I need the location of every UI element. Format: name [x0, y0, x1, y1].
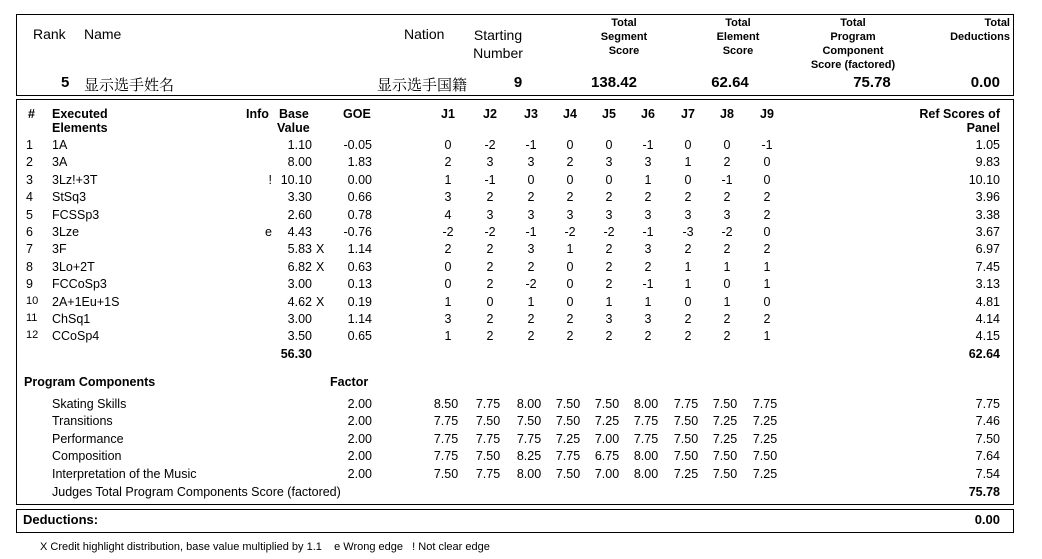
- element-judge-score: 2: [684, 242, 692, 257]
- element-base: 6.82: [287, 259, 312, 274]
- element-judge-score: 1: [444, 294, 452, 309]
- element-judge-score: 3: [566, 207, 574, 222]
- component-judge-score: 7.50: [673, 431, 699, 446]
- component-judge-score: 7.25: [752, 431, 778, 446]
- element-name: 3A: [52, 155, 68, 170]
- component-judge-score: 7.00: [594, 466, 620, 481]
- element-judge-score: -2: [525, 277, 537, 292]
- component-judge-score: 7.25: [712, 414, 738, 429]
- component-judge-score: 7.50: [555, 397, 581, 411]
- element-judge-score: 2: [486, 312, 494, 326]
- element-judge-score: 0: [566, 138, 574, 152]
- element-judge-score: -1: [525, 225, 537, 239]
- element-judge-score: 1: [763, 277, 771, 292]
- element-judge-score: 2: [644, 329, 652, 344]
- total-element-score: 62.64: [711, 74, 749, 91]
- col-judge: J3: [524, 107, 538, 121]
- component-judge-score: 7.50: [555, 414, 581, 429]
- total-element-label: Total Element Score: [716, 17, 760, 57]
- col-judge: J8: [720, 107, 734, 121]
- element-panel-score: 10.10: [968, 172, 1000, 187]
- element-judge-score: 1: [444, 329, 452, 344]
- element-judge-score: 3: [605, 155, 613, 170]
- element-judge-score: 0: [527, 172, 535, 187]
- component-judge-score: 7.75: [752, 397, 778, 411]
- component-panel-score: 7.50: [975, 431, 1000, 446]
- element-num: 1: [26, 138, 33, 152]
- rank-label: Rank: [33, 26, 66, 42]
- element-judge-score: -2: [721, 225, 733, 239]
- component-judge-score: 8.00: [633, 466, 659, 481]
- component-factor: 2.00: [347, 414, 372, 429]
- element-judge-score: 3: [527, 155, 535, 170]
- element-judge-score: -1: [761, 138, 773, 152]
- element-judge-score: 0: [684, 172, 692, 187]
- skater-nation: 显示选手国籍: [377, 77, 468, 94]
- element-goe: 0.66: [347, 190, 372, 205]
- element-name: 3Lo+2T: [52, 259, 95, 274]
- col-judge: J4: [563, 107, 577, 121]
- element-judge-score: -3: [682, 225, 694, 239]
- component-judge-score: 7.50: [433, 466, 459, 481]
- element-goe: 1.83: [347, 155, 372, 170]
- component-judge-score: 7.75: [475, 397, 501, 411]
- component-judge-score: 7.75: [475, 466, 501, 481]
- element-judge-score: 3: [444, 312, 452, 326]
- component-judge-score: 7.50: [712, 466, 738, 481]
- element-judge-score: 2: [566, 329, 574, 344]
- element-judge-score: 3: [486, 155, 494, 170]
- element-base: 2.60: [287, 207, 312, 222]
- element-judge-score: 2: [444, 242, 452, 257]
- component-judge-score: 7.25: [555, 431, 581, 446]
- element-judge-score: 0: [444, 277, 452, 292]
- element-x-flag: X: [316, 259, 325, 274]
- element-judge-score: -2: [484, 138, 496, 152]
- nation-label: Nation: [404, 26, 445, 42]
- element-judge-score: 2: [605, 190, 613, 205]
- element-judge-score: 2: [605, 277, 613, 292]
- element-judge-score: 2: [763, 242, 771, 257]
- element-judge-score: 0: [763, 294, 771, 309]
- component-judge-score: 7.50: [673, 414, 699, 429]
- element-num: 6: [26, 225, 33, 239]
- col-judge: J5: [602, 107, 616, 121]
- element-judge-score: 3: [644, 207, 652, 222]
- total-segment-label: Total Segment Score: [600, 17, 648, 57]
- component-judge-score: 7.00: [594, 431, 620, 446]
- element-num: 7: [26, 242, 33, 257]
- component-judge-score: 8.50: [433, 397, 459, 411]
- element-goe: 1.14: [347, 242, 372, 257]
- col-info: Info: [246, 107, 269, 121]
- component-name: Performance: [52, 431, 124, 446]
- element-judge-score: -2: [564, 225, 576, 239]
- element-judge-score: 2: [605, 242, 613, 257]
- element-num: 8: [26, 259, 33, 274]
- element-judge-score: -2: [484, 225, 496, 239]
- element-judge-score: 2: [566, 312, 574, 326]
- element-judge-score: 0: [566, 172, 574, 187]
- col-judge: J1: [441, 107, 455, 121]
- element-judge-score: 0: [763, 225, 771, 239]
- element-base: 8.00: [287, 155, 312, 170]
- element-judge-score: -1: [484, 172, 496, 187]
- element-judge-score: 2: [527, 329, 535, 344]
- component-factor: 2.00: [347, 449, 372, 464]
- element-goe: -0.05: [343, 138, 372, 152]
- element-judge-score: 2: [566, 155, 574, 170]
- element-goe: 0.63: [347, 259, 372, 274]
- element-base: 5.83: [287, 242, 312, 257]
- element-judge-score: 0: [684, 294, 692, 309]
- total-deductions-label: Total Deductions: [950, 17, 1010, 43]
- element-name: CCoSp4: [52, 329, 100, 344]
- element-name: StSq3: [52, 190, 87, 205]
- element-judge-score: 0: [763, 172, 771, 187]
- skater-name: 显示选手姓名: [84, 77, 175, 94]
- component-panel-score: 7.64: [975, 449, 1000, 464]
- component-judge-score: 7.50: [712, 449, 738, 464]
- element-x-flag: X: [316, 294, 325, 309]
- element-panel-score: 6.97: [975, 242, 1000, 257]
- element-judge-score: 1: [723, 259, 731, 274]
- component-judge-score: 7.75: [433, 449, 459, 464]
- component-judge-score: 8.00: [633, 397, 659, 411]
- element-panel-score: 3.13: [975, 277, 1000, 292]
- element-judge-score: -1: [721, 172, 733, 187]
- element-base: 3.00: [287, 312, 312, 326]
- name-label: Name: [84, 26, 122, 42]
- element-panel-score: 3.96: [975, 190, 1000, 205]
- element-num: 12: [26, 329, 39, 342]
- total-segment-score: 138.42: [591, 74, 637, 91]
- element-goe: 1.14: [347, 312, 372, 326]
- element-judge-score: 2: [684, 329, 692, 344]
- element-x-flag: X: [316, 242, 325, 257]
- element-judge-score: 0: [444, 138, 452, 152]
- component-judge-score: 7.75: [633, 431, 659, 446]
- component-judge-score: 7.75: [433, 414, 459, 429]
- component-judge-score: 7.50: [712, 397, 738, 411]
- element-judge-score: 2: [723, 329, 731, 344]
- element-judge-score: 1: [644, 294, 652, 309]
- element-judge-score: -2: [442, 225, 454, 239]
- element-num: 4: [26, 190, 33, 205]
- element-judge-score: 2: [605, 259, 613, 274]
- element-judge-score: 1: [763, 259, 771, 274]
- element-judge-score: 0: [684, 138, 692, 152]
- col-executed: Executed: [52, 107, 108, 121]
- element-name: FCCoSp3: [52, 277, 107, 292]
- col-base: Base: [279, 107, 309, 121]
- element-num: 9: [26, 277, 33, 292]
- element-num: 3: [26, 172, 33, 187]
- element-judge-score: 2: [486, 277, 494, 292]
- element-judge-score: 3: [444, 190, 452, 205]
- element-judge-score: 1: [566, 242, 574, 257]
- element-judge-score: 3: [684, 207, 692, 222]
- element-judge-score: 2: [763, 207, 771, 222]
- element-judge-score: 2: [723, 242, 731, 257]
- element-judge-score: 0: [605, 138, 613, 152]
- element-judge-score: 0: [486, 294, 494, 309]
- component-judge-score: 7.50: [475, 449, 501, 464]
- component-judge-score: 7.50: [475, 414, 501, 429]
- element-judge-score: -1: [642, 225, 654, 239]
- element-judge-score: -1: [642, 277, 654, 292]
- element-judge-score: 3: [486, 207, 494, 222]
- element-judge-score: 3: [527, 242, 535, 257]
- element-judge-score: 2: [527, 259, 535, 274]
- element-judge-score: 0: [444, 259, 452, 274]
- component-judge-score: 7.50: [673, 449, 699, 464]
- element-judge-score: 0: [723, 138, 731, 152]
- element-goe: 0.00: [347, 172, 372, 187]
- element-num: 5: [26, 207, 33, 222]
- element-judge-score: 2: [486, 242, 494, 257]
- element-judge-score: 2: [527, 190, 535, 205]
- pcs-total-label: Judges Total Program Components Score (factored): [52, 485, 341, 499]
- element-base: 3.30: [287, 190, 312, 205]
- component-judge-score: 8.00: [516, 466, 542, 481]
- element-judge-score: 2: [684, 312, 692, 326]
- element-goe: 0.78: [347, 207, 372, 222]
- col-ref-2: Panel: [966, 121, 1000, 135]
- component-judge-score: 7.25: [673, 466, 699, 481]
- element-panel-score: 4.15: [975, 329, 1000, 344]
- components-title: Program Components: [24, 375, 156, 389]
- component-judge-score: 7.50: [555, 466, 581, 481]
- element-judge-score: 1: [763, 329, 771, 344]
- element-judge-score: -1: [525, 138, 537, 152]
- element-panel-score: 4.81: [975, 294, 1000, 309]
- element-judge-score: 2: [527, 312, 535, 326]
- component-judge-score: 7.75: [673, 397, 699, 411]
- element-name: 1A: [52, 138, 68, 152]
- element-panel-score: 1.05: [975, 138, 1000, 152]
- element-judge-score: -1: [642, 138, 654, 152]
- component-factor: 2.00: [347, 431, 372, 446]
- component-judge-score: 7.50: [594, 397, 620, 411]
- element-judge-score: 1: [605, 294, 613, 309]
- element-judge-score: 0: [566, 277, 574, 292]
- component-judge-score: 7.75: [516, 431, 542, 446]
- component-factor: 2.00: [347, 397, 372, 411]
- element-judge-score: 2: [723, 155, 731, 170]
- element-judge-score: 2: [486, 259, 494, 274]
- legend: X Credit highlight distribution, base value multiplied by 1.1 e Wrong edge ! Not clear edge: [40, 541, 490, 553]
- component-panel-score: 7.46: [975, 414, 1000, 429]
- element-base: 10.10: [280, 172, 312, 187]
- element-panel-score: 7.45: [975, 259, 1000, 274]
- element-judge-score: -2: [603, 225, 615, 239]
- element-judge-score: 0: [605, 172, 613, 187]
- element-name: 2A+1Eu+1S: [52, 294, 120, 309]
- element-panel-score: 9.83: [975, 155, 1000, 170]
- component-name: Skating Skills: [52, 397, 127, 411]
- col-judge: J6: [641, 107, 655, 121]
- skater-starting-number: 9: [513, 74, 523, 91]
- element-judge-score: 4: [444, 207, 452, 222]
- component-judge-score: 7.75: [555, 449, 581, 464]
- element-panel-score: 3.67: [975, 225, 1000, 239]
- component-judge-score: 8.25: [516, 449, 542, 464]
- col-ref: Ref Scores of: [919, 107, 1000, 121]
- element-judge-score: 2: [763, 190, 771, 205]
- element-judge-score: 0: [763, 155, 771, 170]
- element-judge-score: 2: [644, 259, 652, 274]
- components-factor-header: Factor: [330, 375, 369, 389]
- element-info: e: [265, 225, 272, 239]
- starting-number-label: Starting Number: [473, 27, 523, 61]
- element-judge-score: 2: [763, 312, 771, 326]
- element-judge-score: 2: [444, 155, 452, 170]
- element-name: ChSq1: [52, 312, 91, 326]
- component-judge-score: 7.75: [475, 431, 501, 446]
- element-info: !: [268, 172, 272, 187]
- component-judge-score: 7.75: [433, 431, 459, 446]
- component-judge-score: 7.25: [594, 414, 620, 429]
- component-judge-score: 8.00: [633, 449, 659, 464]
- col-judge: J9: [760, 107, 774, 121]
- element-goe: 0.65: [347, 329, 372, 344]
- element-base: 4.62: [287, 294, 312, 309]
- element-name: 3Lze: [52, 225, 80, 239]
- element-judge-score: 2: [644, 190, 652, 205]
- element-judge-score: 0: [723, 277, 731, 292]
- deductions-box: [16, 509, 1014, 533]
- element-base: 4.43: [287, 225, 312, 239]
- element-panel-score: 4.14: [975, 312, 1000, 326]
- element-judge-score: 3: [723, 207, 731, 222]
- element-judge-score: 1: [644, 172, 652, 187]
- element-judge-score: 2: [723, 312, 731, 326]
- element-judge-score: 2: [605, 329, 613, 344]
- element-panel-score: 3.38: [975, 207, 1000, 222]
- element-judge-score: 0: [566, 259, 574, 274]
- element-judge-score: 1: [444, 172, 452, 187]
- element-base: 1.10: [287, 138, 312, 152]
- element-judge-score: 2: [684, 190, 692, 205]
- component-panel-score: 7.54: [975, 466, 1000, 481]
- element-judge-score: 1: [684, 155, 692, 170]
- component-judge-score: 7.25: [752, 466, 778, 481]
- col-executed-2: Elements: [52, 121, 108, 135]
- component-judge-score: 7.25: [752, 414, 778, 429]
- pcs-total: 75.78: [968, 485, 1000, 499]
- element-goe: 0.13: [347, 277, 372, 292]
- component-judge-score: 7.50: [752, 449, 778, 464]
- element-judge-score: 3: [644, 312, 652, 326]
- element-score-total: 62.64: [968, 346, 1000, 361]
- component-name: Composition: [52, 449, 122, 464]
- component-judge-score: 8.00: [516, 397, 542, 411]
- element-name: 3F: [52, 242, 67, 257]
- component-judge-score: 6.75: [594, 449, 620, 464]
- component-factor: 2.00: [347, 466, 372, 481]
- total-deductions: 0.00: [970, 74, 1000, 91]
- element-name: 3Lz!+3T: [52, 172, 98, 187]
- element-judge-score: 2: [723, 190, 731, 205]
- total-pcs: 75.78: [853, 74, 891, 91]
- total-pcs-label: Total Program Component Score (factored): [810, 17, 896, 71]
- element-judge-score: 0: [566, 294, 574, 309]
- skater-rank: 5: [61, 74, 70, 91]
- component-judge-score: 7.50: [516, 414, 542, 429]
- element-base: 3.00: [287, 277, 312, 292]
- col-num: #: [28, 107, 35, 121]
- element-goe: -0.76: [343, 225, 372, 239]
- deductions-label: Deductions:: [23, 512, 99, 527]
- component-judge-score: 7.75: [633, 414, 659, 429]
- element-num: 11: [26, 312, 38, 324]
- element-judge-score: 1: [684, 259, 692, 274]
- element-judge-score: 1: [527, 294, 535, 309]
- element-judge-score: 1: [684, 277, 692, 292]
- element-judge-score: 3: [644, 242, 652, 257]
- col-judge: J2: [483, 107, 497, 121]
- element-judge-score: 2: [486, 190, 494, 205]
- col-goe: GOE: [343, 107, 371, 121]
- element-num: 2: [26, 155, 33, 170]
- element-judge-score: 3: [605, 207, 613, 222]
- element-judge-score: 2: [486, 329, 494, 344]
- element-base: 3.50: [287, 329, 312, 344]
- component-name: Interpretation of the Music: [52, 466, 197, 481]
- element-judge-score: 3: [527, 207, 535, 222]
- component-name: Transitions: [52, 414, 113, 429]
- element-num: 10: [26, 294, 39, 307]
- deductions-value: 0.00: [974, 512, 1000, 527]
- component-panel-score: 7.75: [975, 397, 1000, 411]
- component-judge-score: 7.25: [712, 431, 738, 446]
- element-name: FCSSp3: [52, 207, 100, 222]
- element-goe: 0.19: [347, 294, 372, 309]
- element-judge-score: 2: [566, 190, 574, 205]
- col-base-2: Value: [277, 121, 310, 135]
- element-judge-score: 3: [644, 155, 652, 170]
- element-judge-score: 1: [723, 294, 731, 309]
- col-judge: J7: [681, 107, 695, 121]
- element-judge-score: 3: [605, 312, 613, 326]
- base-value-total: 56.30: [280, 346, 312, 361]
